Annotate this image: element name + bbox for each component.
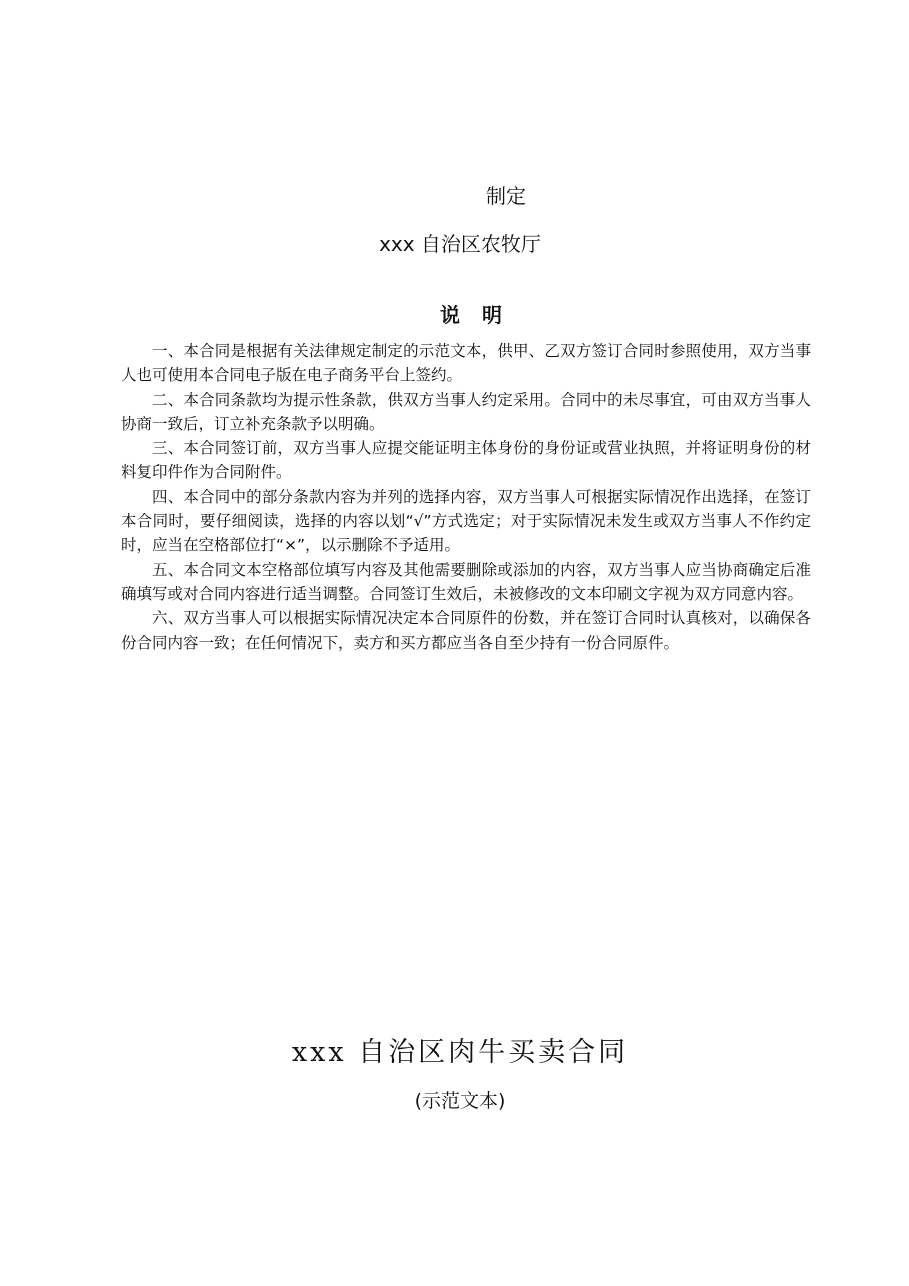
notes-title: 说明 <box>440 303 524 327</box>
notes-body <box>121 339 811 655</box>
note-paragraph-4: 四、本合同中的部分条款内容为并列的选择内容，双方当事人可根据实际情况作出选择，在签订本合同时，要仔细阅读，选择的内容以划“√”方式选定；对于实际情况未发生或双方当事人不作约定时，应当在空格部位打“×”，以示删除不予适用。 <box>121 487 811 555</box>
note-paragraph-3: 三、本合同签订前，双方当事人应提交能证明主体身份的身份证或营业执照，并将证明身份的材料复印件作为合同附件。 <box>121 439 811 482</box>
note-paragraph-2: 二、本合同条款均为提示性条款，供双方当事人约定采用。合同中的未尽事宜，可由双方当事人协商一致后，订立补充条款予以明确。 <box>121 390 811 433</box>
note-paragraph-6: 六、双方当事人可以根据实际情况决定本合同原件的份数，并在签订合同时认真核对，以确保各份合同内容一致；在任何情况下，卖方和买方都应当各自至少持有一份合同原件。 <box>121 609 811 652</box>
contract-subtitle: (示范文本) <box>414 1090 506 1112</box>
issuer-name: xxx 自治区农牧厅 <box>379 232 541 256</box>
note-paragraph-1: 一、本合同是根据有关法律规定制定的示范文本，供甲、乙双方签订合同时参照使用，双方当事人也可使用本合同电子版在电子商务平台上签约。 <box>121 342 811 385</box>
note-paragraph-5: 五、本合同文本空格部位填写内容及其他需要删除或添加的内容，双方当事人应当协商确定后准确填写或对合同内容进行适当调整。合同签订生效后，未被修改的文本印刷文字视为双方同意内容。 <box>121 560 811 603</box>
contract-title: xxx 自治区肉牛买卖合同 <box>291 1037 629 1068</box>
issuer-label: 制定 <box>486 184 526 208</box>
